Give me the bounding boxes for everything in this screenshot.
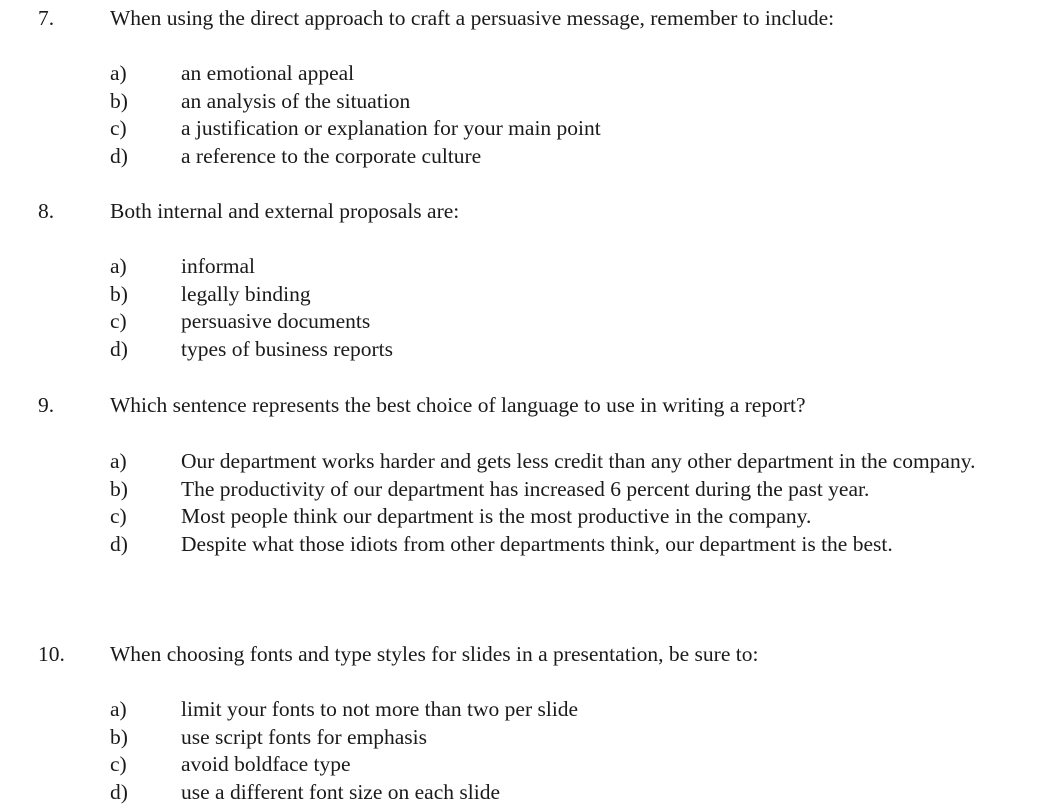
option-text: informal	[181, 254, 256, 278]
option-d	[0, 336, 1050, 364]
option-c	[0, 751, 1050, 779]
option-a	[0, 696, 1050, 724]
option-d	[0, 531, 1050, 559]
option-letter: a)	[110, 697, 127, 721]
option-letter: d)	[110, 336, 128, 361]
option-text: Most people think our department is the most productive in the company.	[181, 504, 812, 529]
option-letter: c)	[110, 309, 127, 334]
question-number: 10.	[38, 642, 65, 666]
question-text: When using the direct approach to craft a persuasive message, remember to include:	[110, 6, 835, 30]
option-text: legally binding	[181, 281, 311, 306]
option-text: Our department works harder and gets less credit than any other department in the company.	[181, 449, 976, 473]
option-text: avoid boldface type	[181, 752, 351, 777]
option-letter: d)	[110, 531, 128, 556]
option-letter: a)	[110, 254, 127, 278]
option-text: a reference to the corporate culture	[181, 143, 482, 168]
option-text: persuasive documents	[181, 309, 371, 334]
question-number: 7.	[38, 6, 55, 30]
option-letter: c)	[110, 116, 127, 141]
option-text: types of business reports	[181, 336, 393, 361]
option-b	[0, 476, 1050, 504]
question-text: Both internal and external proposals are:	[110, 199, 460, 223]
option-c	[0, 115, 1050, 143]
option-letter: d)	[110, 143, 128, 168]
question-9-options	[0, 448, 1050, 558]
question-text: When choosing fonts and type styles for slides in a presentation, be sure to:	[110, 642, 759, 666]
option-letter: b)	[110, 476, 128, 501]
option-a	[0, 60, 1050, 88]
option-letter: a)	[110, 449, 127, 473]
option-b	[0, 88, 1050, 116]
option-text: The productivity of our department has increased 6 percent during the past year.	[181, 476, 870, 501]
option-letter: b)	[110, 724, 128, 749]
option-c	[0, 308, 1050, 336]
option-d	[0, 779, 1050, 806]
option-a	[0, 448, 1050, 476]
option-text: limit your fonts to not more than two per slide	[181, 697, 579, 721]
option-text: an emotional appeal	[181, 61, 355, 85]
option-letter: c)	[110, 504, 127, 529]
option-letter: b)	[110, 281, 128, 306]
question-number: 9.	[38, 393, 55, 417]
question-8-options	[0, 253, 1050, 363]
option-d	[0, 143, 1050, 171]
option-letter: d)	[110, 779, 128, 804]
question-number: 8.	[38, 199, 55, 223]
option-letter: b)	[110, 88, 128, 113]
option-c	[0, 503, 1050, 531]
option-text: a justification or explanation for your main point	[181, 116, 601, 141]
option-text: use a different font size on each slide	[181, 779, 500, 804]
option-text: an analysis of the situation	[181, 88, 411, 113]
question-text: Which sentence represents the best choice of language to use in writing a report?	[110, 393, 806, 417]
question-10-options	[0, 696, 1050, 806]
option-a	[0, 253, 1050, 281]
option-text: Despite what those idiots from other departments think, our department is the best.	[181, 531, 893, 556]
option-letter: c)	[110, 752, 127, 777]
option-b	[0, 724, 1050, 752]
question-7-options	[0, 60, 1050, 170]
option-text: use script fonts for emphasis	[181, 724, 428, 749]
option-letter: a)	[110, 61, 127, 85]
option-b	[0, 281, 1050, 309]
